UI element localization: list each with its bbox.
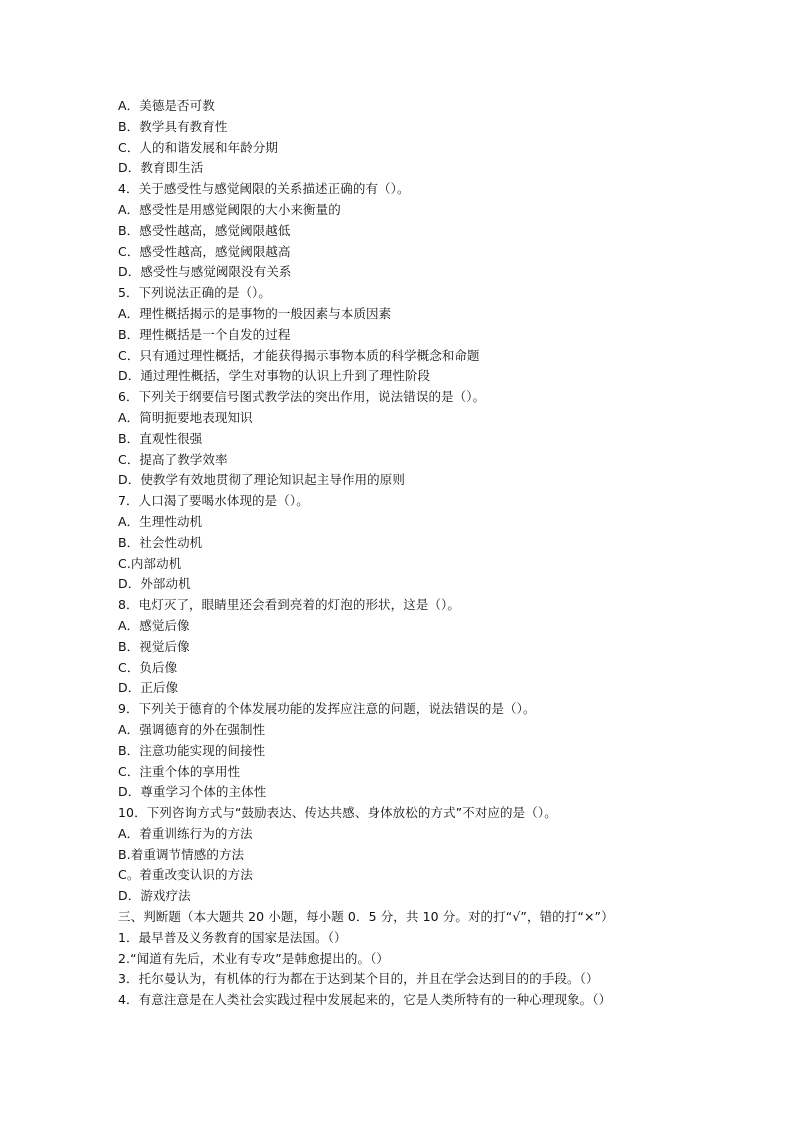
- text-line: C．只有通过理性概括，才能获得揭示事物本质的科学概念和命题: [118, 347, 480, 363]
- text-line: A．美德是否可教: [118, 98, 215, 113]
- text-line: A．简明扼要地表现知识: [118, 409, 253, 425]
- text-line: D．尊重学习个体的主体性: [118, 784, 267, 800]
- text-line: D．通过理性概括，学生对事物的认识上升到了理性阶段: [118, 368, 431, 384]
- text-line: D．教育即生活: [118, 160, 204, 176]
- text-line: C.内部动机: [118, 555, 182, 571]
- text-line: C．感受性越高，感觉阈限越高: [118, 243, 291, 259]
- text-line: D．游戏疗法: [118, 888, 191, 904]
- text-line: A．理性概括揭示的是事物的一般因素与本质因素: [118, 305, 392, 321]
- text-line: 4．关于感受性与感觉阈限的关系描述正确的有（）。: [118, 181, 410, 197]
- text-line: D．感受性与感觉阈限没有关系: [118, 264, 292, 280]
- text-line: C．注重个体的享用性: [118, 763, 241, 779]
- text-line: B．感受性越高，感觉阈限越低: [118, 222, 291, 238]
- text-line: 3．托尔曼认为，有机体的行为都在于达到某个目的，并且在学会达到目的的手段。（）: [118, 971, 599, 987]
- text-line: B．视觉后像: [118, 638, 190, 654]
- text-line: 2.“闻道有先后，术业有专攻”是韩愈提出的。（）: [118, 950, 390, 966]
- text-line: B．理性概括是一个自发的过程: [118, 326, 291, 342]
- text-line: 9．下列关于德育的个体发展功能的发挥应注意的问题，说法错误的是（）。: [118, 701, 536, 717]
- text-line: 1．最早普及义务教育的国家是法国。（）: [118, 929, 347, 945]
- text-line: 10．下列咨询方式与“鼓励表达、传达共感、身体放松的方式”不对应的是（）。: [118, 805, 557, 821]
- text-line: A．感受性是用感觉阈限的大小来衡量的: [118, 201, 341, 217]
- text-line: D．外部动机: [118, 576, 191, 592]
- text-line: D．使教学有效地贯彻了理论知识起主导作用的原则: [118, 472, 405, 488]
- text-line: A．着重训练行为的方法: [118, 825, 253, 841]
- text-line: A．生理性动机: [118, 513, 203, 529]
- text-line: 5．下列说法正确的是（）。: [118, 285, 272, 301]
- document-page: [118, 96, 758, 1011]
- text-line: A．强调德育的外在强制性: [118, 721, 266, 737]
- text-line: B．教学具有教育性: [118, 118, 228, 134]
- text-line: C．人的和谐发展和年龄分期: [118, 139, 279, 155]
- text-line: A．感觉后像: [118, 617, 190, 633]
- text-line: B．社会性动机: [118, 534, 203, 550]
- text-line: B．直观性很强: [118, 430, 203, 446]
- text-line: 三、判断题（本大题共 20 小题，每小题 0．5 分，共 10 分。对的打“√”，错的打“×”）: [118, 909, 614, 925]
- text-line: 7．人口渴了要喝水体现的是（）。: [118, 493, 309, 509]
- text-line: B.着重调节情感的方法: [118, 846, 245, 862]
- text-line: D．正后像: [118, 680, 179, 696]
- text-line: C。着重改变认识的方法: [118, 867, 253, 883]
- text-line: C．负后像: [118, 659, 178, 675]
- text-line: C．提高了教学效率: [118, 451, 228, 467]
- text-line: 6．下列关于纲要信号图式教学法的突出作用，说法错误的是（）。: [118, 389, 486, 405]
- text-line: B．注意功能实现的间接性: [118, 742, 266, 758]
- text-line: 8．电灯灭了，眼睛里还会看到亮着的灯泡的形状，这是（）。: [118, 597, 461, 613]
- text-line: 4．有意注意是在人类社会实践过程中发展起来的，它是人类所特有的一种心理现象。（）: [118, 992, 612, 1008]
